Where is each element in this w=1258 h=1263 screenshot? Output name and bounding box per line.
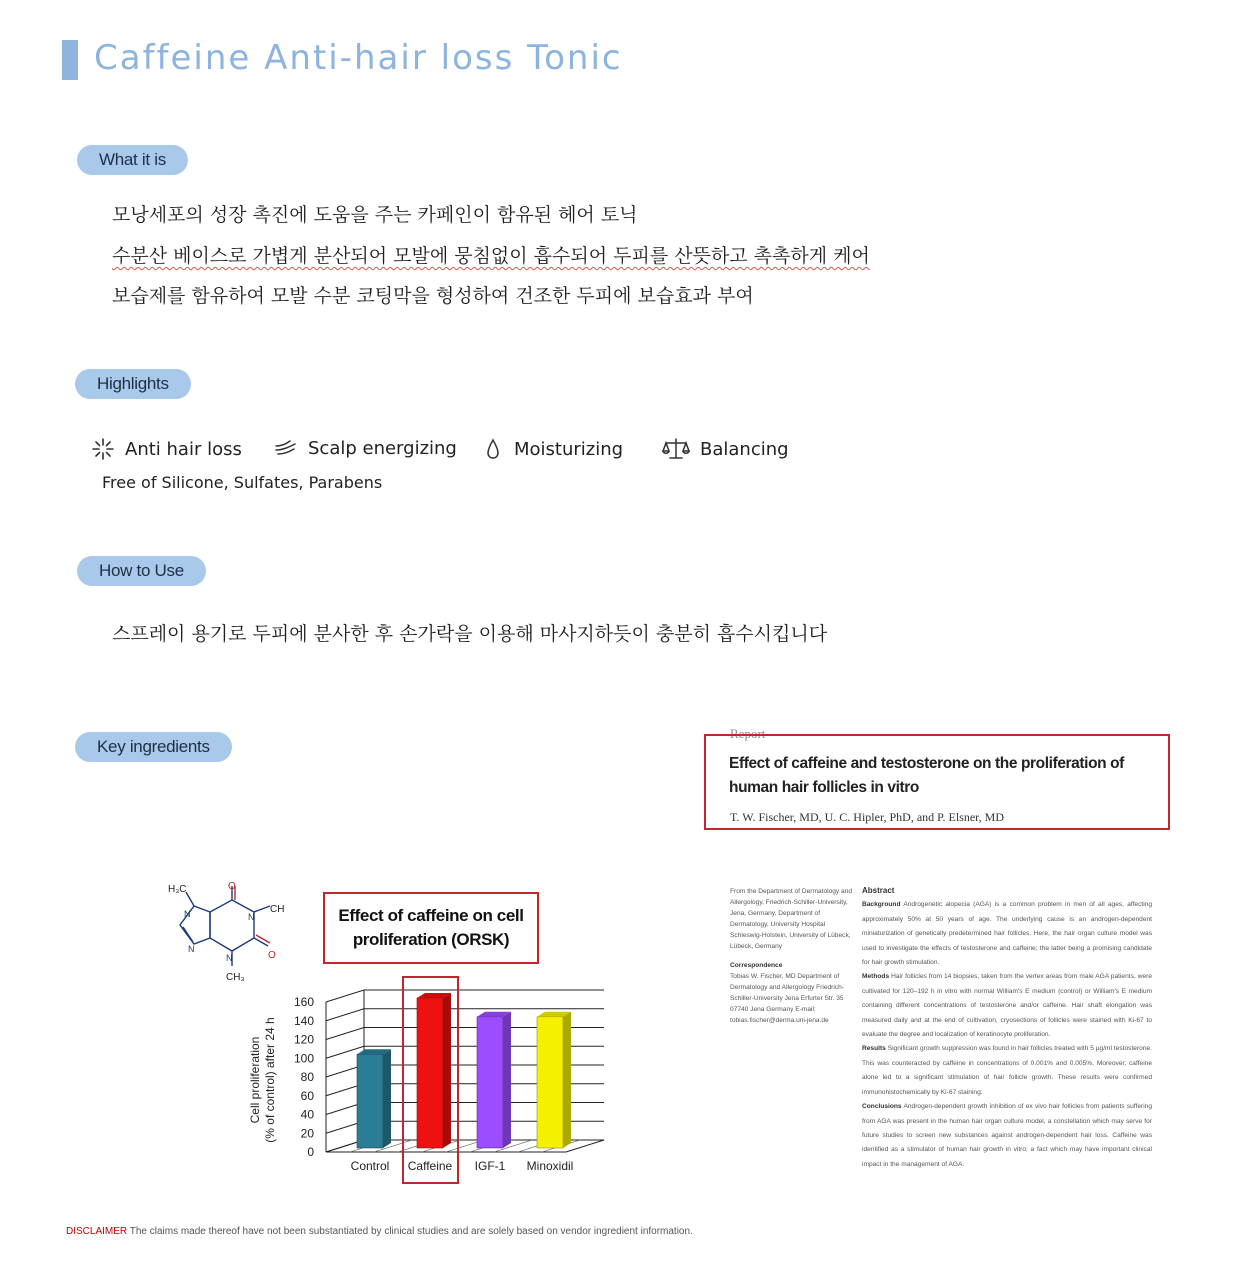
y-tick-label: 100 <box>293 1051 314 1066</box>
highlight-label: Moisturizing <box>514 438 624 460</box>
y-axis-label-line-2: (% of control) after 24 h <box>263 1017 277 1143</box>
methyl-label-top: H₃C <box>168 884 187 895</box>
abstract-conclusions-label: Conclusions <box>862 1103 902 1111</box>
nitrogen-label: N <box>184 909 191 919</box>
description-line-2-text: 수분산 베이스로 가볍게 분산되어 모발에 뭉침없이 흡수되어 두피를 산뜻하고 촉촉하게 케어 <box>112 245 870 267</box>
methyl-label-bottom: CH₃ <box>226 972 245 983</box>
y-axis-label-line-1: Cell proliferation <box>248 1036 262 1124</box>
chart-bars <box>357 993 571 1148</box>
description-line-3: 보습제를 함유하여 모발 수분 코팅막을 형성하여 건조한 두피에 보습효과 부여 <box>112 285 754 307</box>
bar-side-igf-1 <box>503 1012 511 1148</box>
chart-title-line-2: proliferation (ORSK) <box>352 930 510 949</box>
bar-minoxidil <box>537 1017 563 1148</box>
chart-title-box <box>323 892 539 964</box>
description-line-1: 모낭세포의 성장 촉진에 도움을 주는 카페인이 함유된 헤어 토닉 <box>112 204 638 226</box>
x-tick-label: Minoxidil <box>526 1159 574 1173</box>
paper-affiliation: From the Department of Dermatology and Allergology, Friedrich-Schiller-University, Jena, Germany, Department of Dermatology, University Hospital Schleswig-Holstein, University of Lübeck, Lübeck, Germany <box>730 888 853 950</box>
gridline <box>326 990 604 1002</box>
abstract-methods-text: Hair follicles from 14 biopsies, taken from the vertex areas from male AGA patients, were cultivated for 120–192 h in vitro with normal William's E medium (control) or William's E medium containing different concentrations of testosterone and/or caffeine. Hair shaft elongation was measured daily and at the end of cultivation, cryosections of follicles were stained with Ki-67 to evaluate the degree and localization of keratinocyte proliferation. <box>862 973 1152 1039</box>
abstract-methods <box>862 970 1152 1042</box>
section-label-key-ingredients: Key ingredients <box>75 732 232 762</box>
wind-icon <box>274 436 298 460</box>
oxygen-label-right: O <box>268 950 276 961</box>
sparkle-icon <box>91 437 115 461</box>
paper-correspondence-block <box>730 960 856 1026</box>
highlight-moisturizing <box>482 437 623 461</box>
highlight-label: Scalp energizing <box>308 437 457 459</box>
chart-x-ticks <box>351 1159 574 1173</box>
highlight-scalp-energizing <box>274 436 457 460</box>
section-label-highlights: Highlights <box>75 369 191 399</box>
abstract-background <box>862 898 1152 970</box>
section-label-what-it-is: What it is <box>77 145 188 175</box>
abstract-heading: Abstract <box>862 886 895 895</box>
x-tick-label: Caffeine <box>407 1159 453 1173</box>
y-tick-label: 140 <box>293 1013 314 1028</box>
y-tick-label: 160 <box>293 995 314 1009</box>
caffeine-highlight-box <box>402 976 459 1184</box>
y-tick-label: 40 <box>300 1107 314 1122</box>
abstract-background-text: Androgenetic alopecia (AGA) is a common problem in men of all ages, affecting approximately 50% at 50 years of age. The underlying cause is an androgen-dependent miniaturization of genetically predetermined hair follicles. Here, the hair organ culture model was used to investigate the effects of testosterone and caffeine; the latter being a promising candidate for hair growth stimulation. <box>862 901 1153 967</box>
abstract-results <box>862 1042 1152 1100</box>
abstract-conclusions-text: Androgen-dependent growth inhibition of ex vivo hair follicles from patients suffering from AGA was present in the human hair organ culture model, a constellation which may serve for future studies to screen new substances against androgen-dependent hair loss. Caffeine was identified as a stimulator of human hair growth in vitro; a fact which may have important clinical impact in the management of AGA. <box>862 1103 1152 1168</box>
scale-icon <box>662 436 690 462</box>
y-axis-label <box>248 1010 278 1150</box>
disclaimer-label: DISCLAIMER <box>66 1226 128 1237</box>
droplet-icon <box>482 437 504 461</box>
abstract-background-label: Background <box>862 901 901 909</box>
highlight-anti-hair-loss <box>91 437 242 461</box>
nitrogen-label: N <box>248 912 255 922</box>
paper-abstract <box>862 884 1152 1172</box>
bar-control <box>357 1054 383 1148</box>
methyl-label-right: CH <box>270 904 285 915</box>
y-tick-label: 60 <box>300 1088 314 1103</box>
bar-side-control <box>383 1049 391 1148</box>
abstract-methods-label: Methods <box>862 973 890 981</box>
title-accent-bar <box>62 40 78 80</box>
abstract-conclusions <box>862 1100 1152 1172</box>
y-tick-label: 80 <box>300 1070 314 1084</box>
highlight-balancing <box>662 436 789 462</box>
x-tick-label: IGF-1 <box>474 1159 506 1173</box>
disclaimer-text: The claims made thereof have not been substantiated by clinical studies and are solely based on vendor ingredient information. <box>127 1226 693 1237</box>
page-title: Caffeine Anti-hair loss Tonic <box>94 38 623 78</box>
disclaimer <box>66 1226 693 1237</box>
y-tick-label: 0 <box>307 1145 314 1159</box>
abstract-results-text: Significant growth suppression was found in hair follicles treated with 5 μg/ml testosterone. This was counteracted by caffeine in concentrations of 0.001% and 0.005%. Moreover, caffeine alone led to a significant stimulation of hair follicle growth. These results were confirmed immunohistochemically by Ki-67 staining. <box>862 1045 1152 1096</box>
paper-affiliation-column <box>730 886 856 1026</box>
paper-correspondence: Tobias W. Fischer, MD Department of Dermatology and Allergology Friedrich-Schiller-University Jena Erfurter Str. 35 07740 Jena Germany E-mail: tobias.fischer@derma.uni-jena.de <box>730 973 844 1024</box>
y-tick-label: 120 <box>293 1032 314 1047</box>
bar-igf-1 <box>477 1017 503 1148</box>
bar-side-minoxidil <box>563 1012 571 1148</box>
section-label-how-to-use: How to Use <box>77 556 206 586</box>
paper-correspondence-label: Correspondence <box>730 962 783 969</box>
highlight-label: Balancing <box>700 438 789 460</box>
chart-title-line-1: Effect of caffeine on cell <box>338 906 524 925</box>
nitrogen-label: N <box>226 953 233 963</box>
free-of-text: Free of Silicone, Sulfates, Parabens <box>102 473 383 492</box>
paper-title: Effect of caffeine and testosterone on the proliferation of human hair follicles in vitro <box>729 755 1124 796</box>
paper-authors: T. W. Fischer, MD, U. C. Hipler, PhD, and P. Elsner, MD <box>730 810 1004 824</box>
highlight-label: Anti hair loss <box>125 438 242 460</box>
description-line-2 <box>112 241 870 268</box>
x-tick-label: Control <box>350 1159 390 1173</box>
how-to-use-text: 스프레이 용기로 두피에 분사한 후 손가락을 이용해 마사지하듯이 충분히 흡수시킵니다 <box>112 623 828 645</box>
chart-y-ticks <box>294 995 314 1159</box>
nitrogen-label: N <box>188 944 195 954</box>
abstract-results-label: Results <box>862 1045 886 1053</box>
oxygen-label-top: O <box>228 881 236 892</box>
y-tick-label: 20 <box>300 1126 314 1141</box>
paper-report-label: Report <box>730 726 766 741</box>
